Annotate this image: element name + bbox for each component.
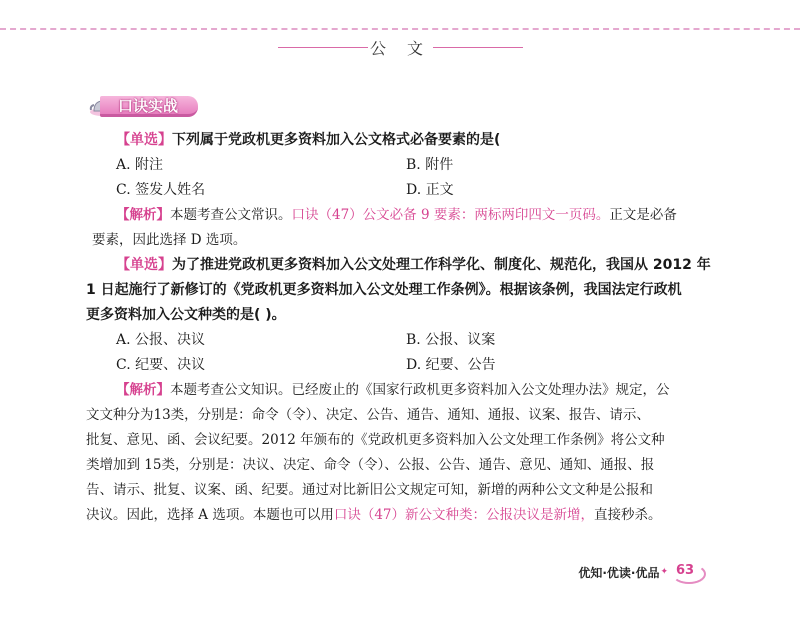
question-1-text: 下列属于党政机更多资料加入公文格式必备要素的是( [172,132,501,148]
page-header [0,36,800,58]
analysis-2-tag: 【解析】 [116,382,170,398]
header-rule-right [433,47,523,48]
question-1-option-c[interactable]: C. 签发人姓名 [116,182,206,198]
question-1-option-b[interactable]: B. 附件 [406,157,454,173]
page-number: 63 [676,563,695,578]
question-1-option-a[interactable]: A. 附注 [116,157,164,173]
analysis-2-line3: 批复、意见、函、会议纪要。2012 年颁布的《党政机更多资料加入公文处理工作条例》将公文种 [86,432,665,448]
analysis-1-line2: 要素，因此选择 D 选项。 [92,232,247,248]
question-1-tag: 【单选】 [116,132,172,148]
analysis-2 [86,378,724,528]
question-2-option-c[interactable]: C. 纪要、决议 [116,357,206,373]
section-banner [88,92,200,120]
top-dashed-border [0,28,800,30]
question-2-line3: 更多资料加入公文种类的是( )。 [86,307,286,323]
question-1-option-d[interactable]: D. 正文 [406,182,454,198]
analysis-2-line6-pre: 决议。因此，选择 A 选项。本题也可以用 [86,507,334,523]
question-2-options-row-2 [116,353,724,378]
star-icon: ✦ [660,567,668,577]
footer-slogan: 优知·优读·优品 [578,565,660,580]
analysis-2-line1: 本题考查公文知识。已经废止的《国家行政机更多资料加入公文处理办法》规定，公 [170,382,670,398]
analysis-1-tag: 【解析】 [116,207,170,223]
question-1 [116,128,724,153]
question-2-option-a[interactable]: A. 公报、决议 [116,332,206,348]
analysis-2-line5: 告、请示、批复、议案、函、纪要。通过对比新旧公文规定可知，新增的两种公文文种是公报和 [86,482,653,498]
analysis-2-line6-mnemonic: 口诀（47）新公文种类：公报决议是新增， [333,507,595,523]
page-footer [578,562,702,582]
page-number-badge [672,562,702,582]
analysis-1 [92,203,724,253]
analysis-1-mnemonic: 口诀（47）公文必备 9 要素：两标两印四文一页码。 [291,207,610,223]
question-1-options-row-2 [116,178,724,203]
analysis-1-pre: 本题考查公文常识。 [170,207,292,223]
question-1-options-row-1 [116,153,724,178]
analysis-2-line2: 文文种分为13类，分别是：命令（令）、决定、公告、通告、通知、通报、议案、报告、请示、 [86,407,650,423]
header-rule-left [278,47,368,48]
question-2-option-b[interactable]: B. 公报、议案 [406,332,496,348]
analysis-1-post: 正文是必备 [609,207,677,223]
analysis-2-line6-post: 直接秒杀。 [594,507,662,523]
question-2-line2: 1 日起施行了新修订的《党政机更多资料加入公文处理工作条例》。根据该条例，我国法定行政机 [86,282,682,298]
question-2-line1: 为了推进党政机更多资料加入公文处理工作科学化、制度化、规范化，我国从 2012 年 [172,257,711,273]
banner-label: 口诀实战 [118,97,179,115]
question-2-tag: 【单选】 [116,257,172,273]
main-content [86,128,724,528]
question-2-options-row-1 [116,328,724,353]
question-2 [86,253,724,328]
question-2-option-d[interactable]: D. 纪要、公告 [406,357,496,373]
analysis-2-line4: 类增加到 15类，分别是：决议、决定、命令（令）、公报、公告、通告、意见、通知、通报、报 [86,457,655,473]
page-title: 公 文 [369,39,432,58]
